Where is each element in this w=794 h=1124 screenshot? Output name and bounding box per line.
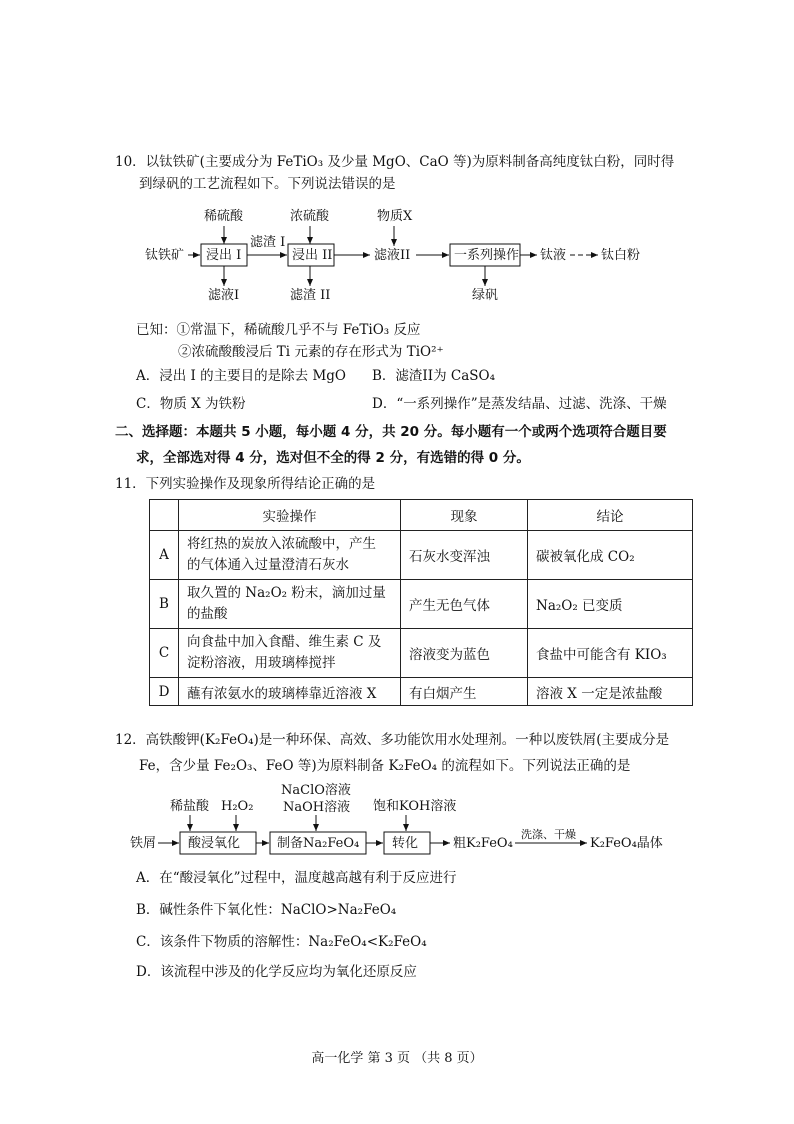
section2-line1: 二、选择题：本题共 5 小题，每小题 4 分，共 20 分。每小题有一个或两个选项符合题目要 [115, 424, 667, 440]
q10-product2: 钛白粉 [601, 248, 641, 263]
q12-option-a: A．在“酸浸氧化”过程中，温度越高越有利于反应进行 [136, 870, 457, 886]
q12-reagent1b: H₂O₂ [221, 799, 254, 814]
row-phenomenon: 产生无色气体 [401, 580, 528, 629]
q10-mid2: 滤液II [374, 248, 411, 263]
row-conclusion: 溶液 X 一定是浓盐酸 [528, 678, 693, 706]
q10-step1: 浸出 I [206, 248, 242, 263]
q12-stem-line2: Fe，含少量 Fe₂O₃、FeO 等)为原料制备 K₂FeO₄ 的流程如下。下列说法正确的是 [139, 758, 631, 774]
q12-reagent2a: NaClO溶液 [281, 783, 351, 798]
q10-stem-line2: 到绿矾的工艺流程如下。下列说法错误的是 [139, 176, 396, 192]
q12-start: 铁屑 [130, 836, 157, 851]
q10-stem-line1: 10．以钛铁矿(主要成分为 FeTiO₃ 及少量 MgO、CaO 等)为原料制备高纯度钛白粉，同时得 [115, 154, 675, 170]
q12-reagent2b: NaOH溶液 [283, 800, 351, 815]
row-operation: 向食盐中加入食醋、维生素 C 及 淀粉溶液，用玻璃棒搅拌 [179, 629, 401, 678]
row-operation: 蘸有浓氨水的玻璃棒靠近溶液 X [179, 678, 401, 706]
q12-option-b: B．碱性条件下氧化性：NaClO>Na₂FeO₄ [136, 902, 397, 918]
q12-arrow-label: 洗涤、干燥 [521, 828, 576, 841]
row-conclusion: Na₂O₂ 已变质 [528, 580, 693, 629]
q12-reagent3: 饱和KOH溶液 [373, 799, 457, 814]
q11-stem: 11．下列实验操作及现象所得结论正确的是 [115, 476, 376, 492]
q10-reagent2: 浓硫酸 [290, 209, 330, 224]
q10-mid1: 滤渣 I [250, 235, 286, 250]
q12-step1: 酸浸氧化 [188, 836, 241, 851]
table-header-operation: 实验操作 [179, 500, 401, 531]
q10-known1: ①常温下，稀硫酸几乎不与 FeTiO₃ 反应 [176, 322, 421, 338]
q12-option-d: D．该流程中涉及的化学反应均为氧化还原反应 [136, 964, 417, 980]
q10-option-c: C．物质 X 为铁粉 [136, 396, 246, 412]
q12-step3: 转化 [392, 836, 419, 851]
q12-option-c: C．该条件下物质的溶解性：Na₂FeO₄<K₂FeO₄ [136, 934, 427, 950]
table-header-phenomenon: 现象 [401, 500, 528, 531]
row-conclusion: 碳被氧化成 CO₂ [528, 531, 693, 580]
row-operation: 将红热的炭放入浓硫酸中，产生 的气体通入过量澄清石灰水 [179, 531, 401, 580]
row-label: D [150, 678, 179, 706]
q10-out3: 绿矾 [472, 288, 499, 303]
q12-stem-line1: 12．高铁酸钾(K₂FeO₄)是一种环保、高效、多功能饮用水处理剂。一种以废铁屑(主要成分是 [115, 732, 670, 748]
row-phenomenon: 有白烟产生 [401, 678, 528, 706]
row-conclusion: 食盐中可能含有 KIO₃ [528, 629, 693, 678]
q12-product: K₂FeO₄晶体 [590, 836, 663, 851]
q10-known-label: 已知： [136, 322, 177, 338]
q12-reagent1a: 稀盐酸 [170, 799, 210, 814]
q10-step3: 一系列操作 [454, 248, 520, 263]
row-phenomenon: 石灰水变浑浊 [401, 531, 528, 580]
q12-mid: 粗K₂FeO₄ [453, 836, 513, 851]
row-label: A [150, 531, 179, 580]
q10-known2: ②浓硫酸酸浸后 Ti 元素的存在形式为 TiO²⁺ [178, 344, 444, 360]
q10-out2: 滤渣 II [290, 288, 331, 303]
page-footer: 高一化学 第 3 页 （共 8 页） [311, 1051, 483, 1066]
q10-reagent1: 稀硫酸 [204, 209, 244, 224]
row-label: C [150, 629, 179, 678]
q10-step2: 浸出 II [292, 248, 333, 263]
row-operation: 取久置的 Na₂O₂ 粉末，滴加过量 的盐酸 [179, 580, 401, 629]
q10-option-a: A．浸出 I 的主要目的是除去 MgO [136, 368, 346, 384]
row-label: B [150, 580, 179, 629]
section2-line2: 求，全部选对得 4 分，选对但不全的得 2 分，有选错的得 0 分。 [136, 450, 530, 466]
q10-product1: 钛液 [540, 248, 567, 263]
q10-start: 钛铁矿 [145, 248, 185, 263]
q12-step2: 制备Na₂FeO₄ [277, 836, 360, 851]
q10-option-d: D．“一系列操作”是蒸发结晶、过滤、洗涤、干燥 [372, 396, 667, 412]
q10-option-b: B．滤渣II为 CaSO₄ [372, 368, 495, 384]
row-phenomenon: 溶液变为蓝色 [401, 629, 528, 678]
q10-reagent3: 物质X [377, 209, 413, 224]
table-header-conclusion: 结论 [528, 500, 693, 531]
q10-out1: 滤液I [208, 288, 240, 303]
